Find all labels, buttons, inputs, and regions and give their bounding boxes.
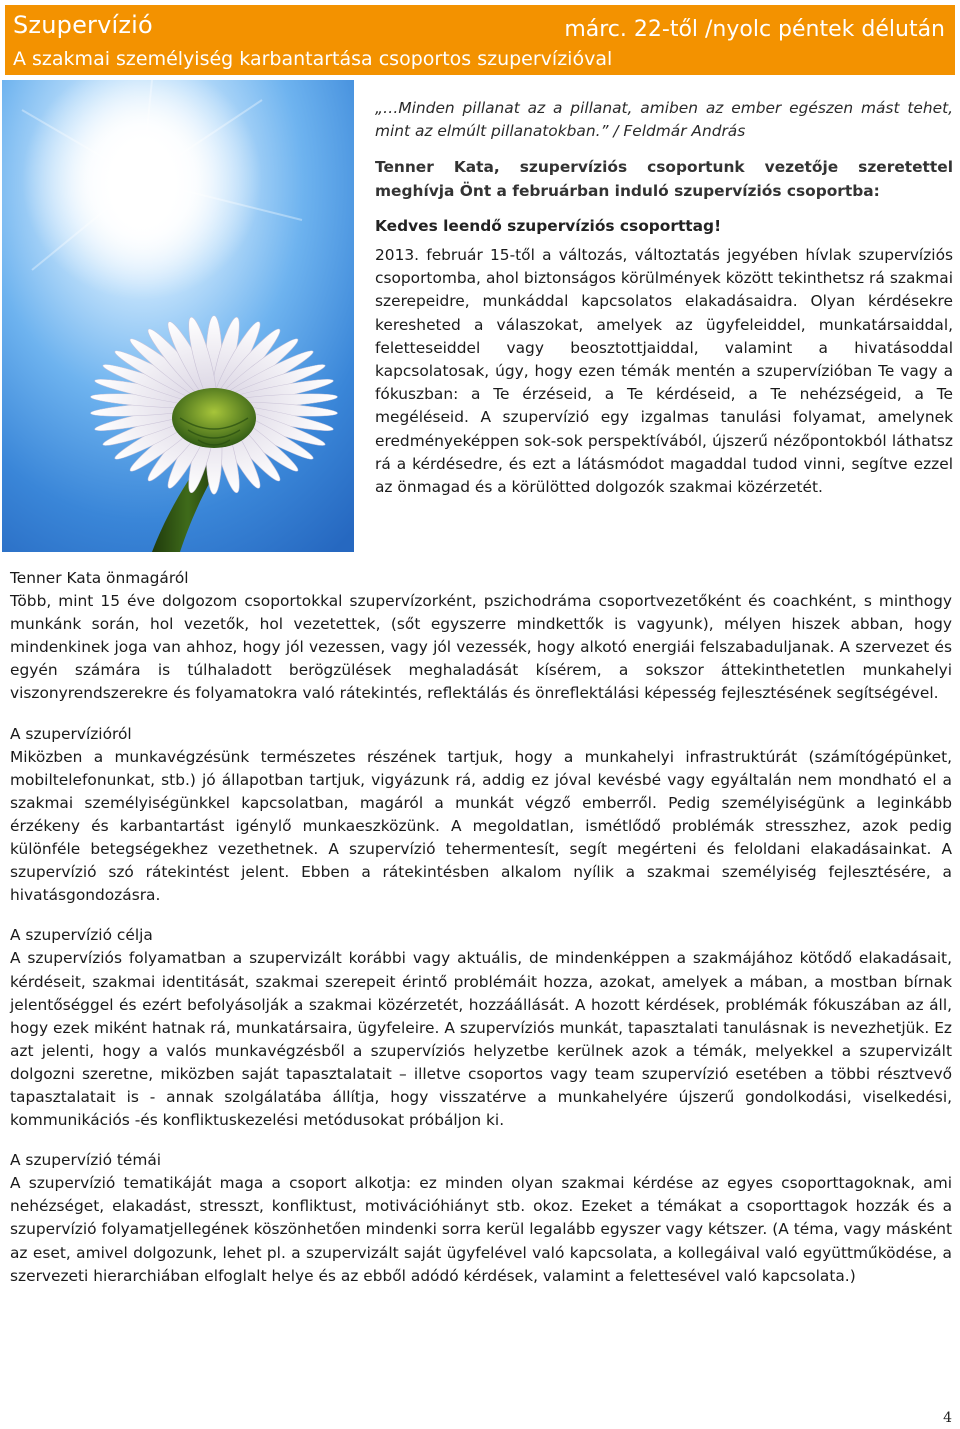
section-heading: A szupervízióról xyxy=(10,724,132,743)
greeting: Kedves leendő szupervíziós csoporttag! xyxy=(375,216,722,235)
section-heading: A szupervízió témái xyxy=(10,1151,162,1170)
document-title: Szupervízió xyxy=(13,11,153,39)
section-supervision-topics xyxy=(10,1149,952,1288)
intro-column xyxy=(375,97,953,499)
section-text: Több, mint 15 éve dolgozom csoportokkal szupervízorként, pszichodráma csoportvezetőként és coachként, s minthogy munkánk során, hol vezetők, hol vezetettek, (sőt egyszerre mindkettők is vagyunk), mélyen hiszek abban, hogy mindenkinek joga van ahhoz, hogy jól vezessen, vagy jól vezessék, hogy alkotó energiái felszabaduljanak. A szervezet és egyén számára is túlhaladott berögzülések meghaladását kísérem, a sokszor áttekinthetetlen munkahelyi viszonyrendszerekre és folyamatokra való rátekintés, reflektálás és önreflektálási képesség fejlesztésének segítségével. xyxy=(10,592,952,703)
section-heading: A szupervízió célja xyxy=(10,926,153,945)
section-about-supervision xyxy=(10,723,952,908)
intro-body: 2013. február 15-től a változás, változtatás jegyében hívlak szupervíziós csoportomba, ahol biztonságos körülmények között tekinthetsz rá szakmai szerepeidre, munkáddal kapcsolatos elakadásaidra. Olyan kérdésekre keresheted a válaszokat, amelyek az ügyfeleiddel, munkatársaiddal, feletteseiddel vagy beosztottjaiddal, valamint a hivatásoddal kapcsolatosak, úgy, hogy ezen témák mentén a szupervízióban Te vagy a fókuszban: a Te érzéseid, a Te kérdéseid, a Te nehézségeid, a Te megéléseid. A szupervízió egy izgalmas tanulási folyamat, amelynek eredményeképpen sok-sok perspektívából, újszerű nézőpontokból láthatsz rá a kérdésedre, és ezt a látásmódot magaddal tudod vinni, segítve ezzel az önmagad és a körülötted dolgozók szakmai közérzetét. xyxy=(375,246,953,497)
section-text: A szupervízió tematikáját maga a csoport alkotja: ez minden olyan szakmai kérdése az egyes csoporttagoknak, ami nehézséget, elakadást, stresszt, konfliktust, motivációhiányt stb. okoz. Ezeket a témákat a csoporttagok hozzák és a szupervízió folyamatjellegének köszönhetően mindenki sorra kerül legalább egyszer vagy kétszer. (A téma, vagy másként az eset, amivel dolgozunk, lehet pl. a szupervizált saját ügyfelével való kapcsolata, a kollegáival való együttműködése, a szervezeti hierarchiában elfoglalt helye és az ebből adódó kérdések, valamint a felettesével való kapcsolata.) xyxy=(10,1174,952,1285)
schedule-date: márc. 22-től /nyolc péntek délután xyxy=(564,17,945,42)
page-number: 4 xyxy=(943,1410,952,1426)
section-about-author xyxy=(10,567,952,706)
section-heading: Tenner Kata önmagáról xyxy=(10,569,189,587)
section-text: A szupervíziós folyamatban a szupervizált korábbi vagy aktuális, de mindenképpen a szakmájához kötődő elakadásait, kérdéseit, szakmai identitását, szakmai szerepeit érintő problémáit hozza, azokat, amelyek a mában, a mostban bírnak jelentőséggel és ezért befolyásolják a szakmai közérzetét, hozzáállását. A hozott kérdések, problémák fókuszában az áll, hogy ezek miként hatnak rá, munkatársaira, ügyfeleire. A szupervíziós munkát, tapasztalati tanulásnak is nevezhetjük. Ez azt jelenti, hogy a valós munkavégzésből a szupervíziós helyzetbe kerülnek azok a témák, melyekkel a szupervizált dolgozni szeretne, miközben saját tapasztalatait – illetve csoportos vagy team szupervízió esetében a többi résztvevő tapasztalatait is - annak szolgálatába állítja, hogy visszatérve a munkahelyére újszerű gondolkodási, viselkedési, kommunikációs -és konfliktuskezelési metódusokat próbáljon ki. xyxy=(10,949,952,1130)
invitation-text: Tenner Kata, szupervíziós csoportunk vezetője szeretettel meghívja Önt a februárban induló szupervíziós csoportba: xyxy=(375,158,953,200)
daisy-flower-photo xyxy=(2,80,354,552)
section-supervision-goal xyxy=(10,924,952,1132)
section-text: Miközben a munkavégzésünk természetes részének tartjuk, hogy a munkahelyi infrastruktúrát (számítógépünket, mobiltelefonunkat, stb.) jó állapotban tartjuk, vigyázunk rá, addig ez jóval kevésbé vagy egyáltalán nem mondható el a szakmai személyiségünkkel kapcsolatban, magáról a munkát végző emberről. Pedig személyiségünk a leginkább érzékeny és karbantartást igénylő munkaeszközünk. A megoldatlan, ismétlődő problémák stresszhez, azok pedig különféle betegségekhez vezethetnek. A szupervízió tehermentesít, segít megérteni és feloldani elakadásainkat. A szupervízió szó rátekintést jelent. Ebben a rátekintésben alkalom nyílik a szakmai személyiség fejlesztésére, a hivatásgondozásra. xyxy=(10,747,952,905)
document-subtitle: A szakmai személyiség karbantartása csoportos szupervízióval xyxy=(13,48,613,70)
daisy-illustration xyxy=(2,80,354,552)
header-banner xyxy=(5,5,955,75)
main-content xyxy=(10,567,952,1288)
epigraph-quote: „…Minden pillanat az a pillanat, amiben az ember egészen mást tehet, mint az elmúlt pillanatokban.” / Feldmár András xyxy=(375,99,953,141)
